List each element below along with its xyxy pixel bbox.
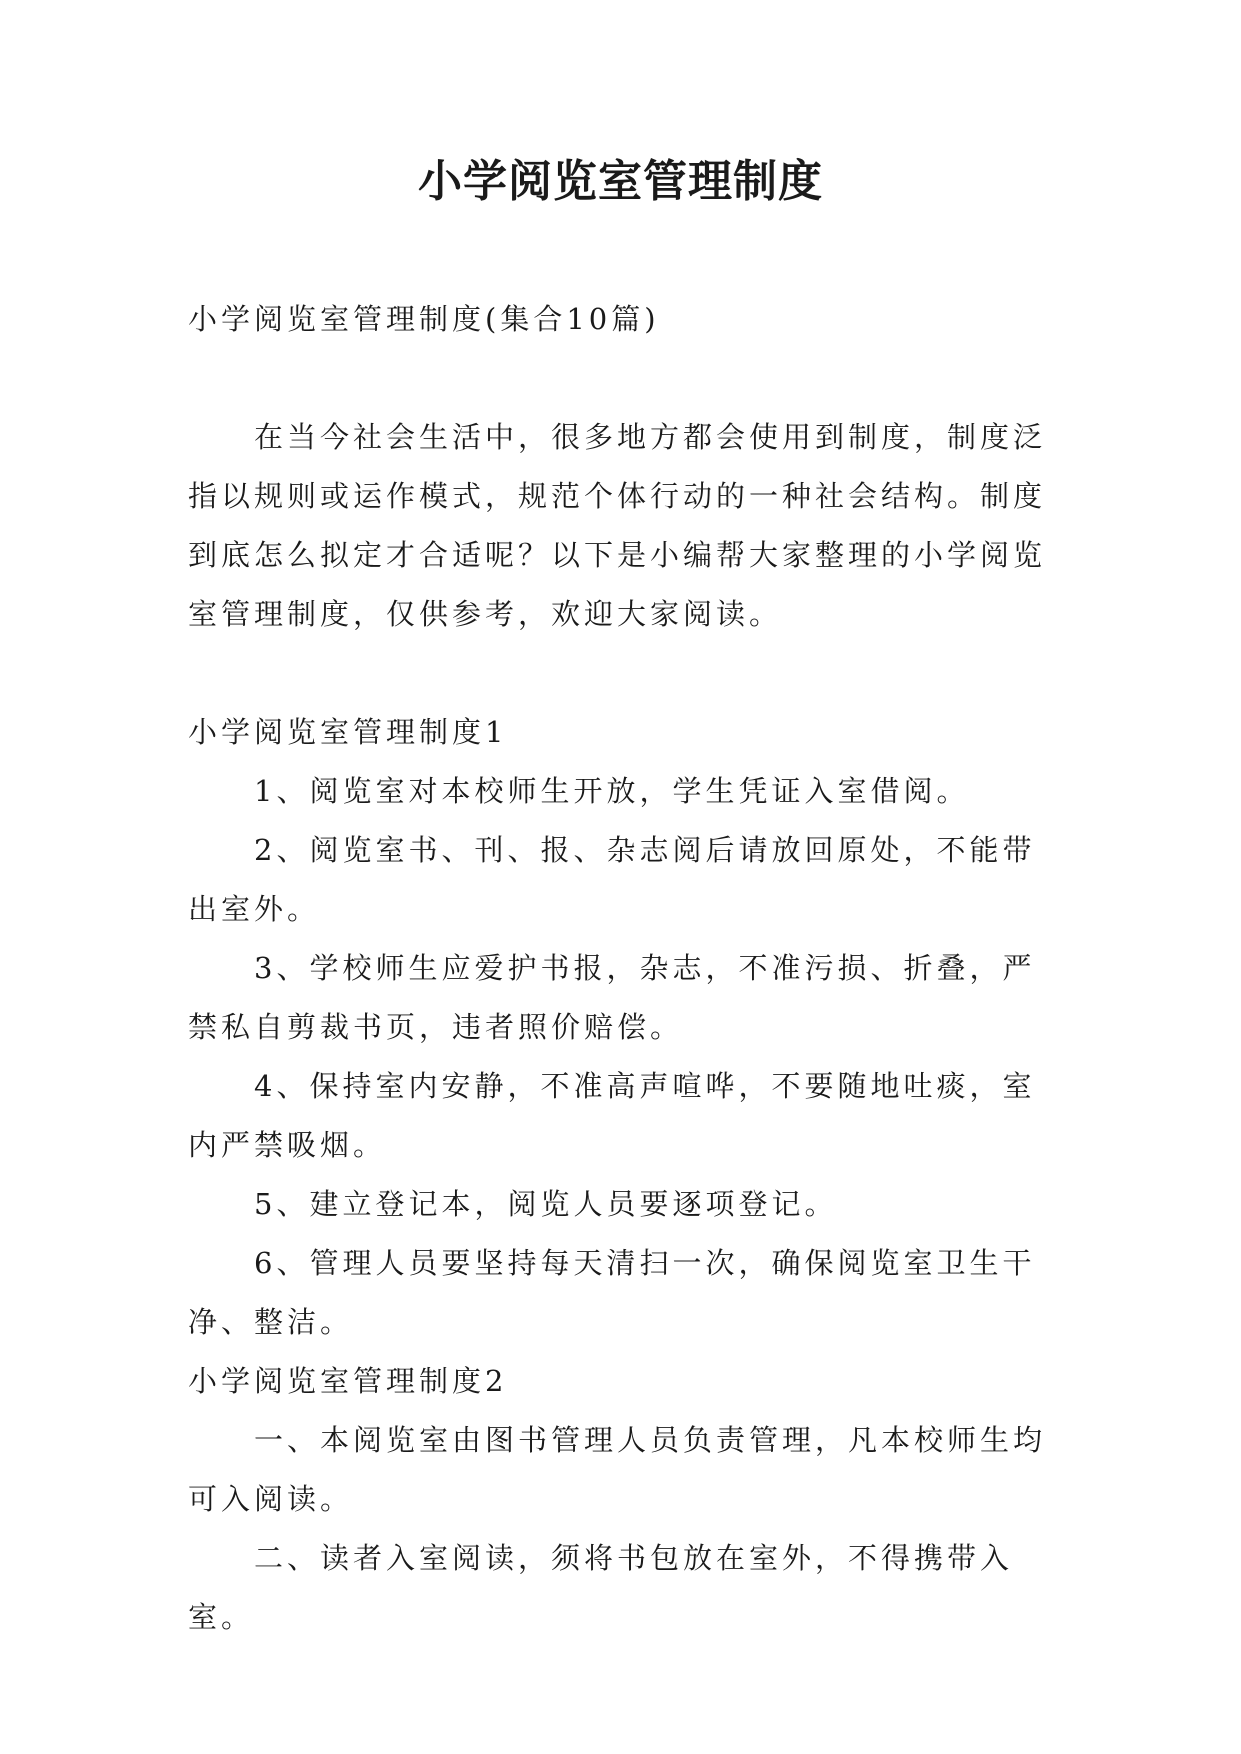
section-2-heading: 小学阅览室管理制度2 — [188, 1364, 508, 1398]
section-1-heading: 小学阅览室管理制度1 — [188, 715, 508, 749]
intro-paragraph: 在当今社会生活中，很多地方都会使用到制度，制度泛指以规则或运作模式，规范个体行动的一种社会结构。制度到底怎么拟定才合适呢？以下是小编帮大家整理的小学阅览室管理制度，仅供参考，欢迎大家阅读。 — [188, 420, 1047, 631]
section-1-item: 5、建立登记本，阅览人员要逐项登记。 — [254, 1187, 838, 1221]
section-1-item: 2、阅览室书、刊、报、杂志阅后请放回原处，不能带出室外。 — [188, 833, 1036, 926]
section-1-item: 3、学校师生应爱护书报，杂志，不准污损、折叠，严禁私自剪裁书页，违者照价赔偿。 — [188, 951, 1036, 1044]
document-body — [188, 290, 1048, 1647]
section-1-item: 4、保持室内安静，不准高声喧哗，不要随地吐痰，室内严禁吸烟。 — [188, 1069, 1036, 1162]
section-1-item: 6、管理人员要坚持每天清扫一次，确保阅览室卫生干净、整洁。 — [188, 1246, 1036, 1339]
section-2-item: 二、读者入室阅读，须将书包放在室外，不得携带入室。 — [188, 1541, 1014, 1634]
document-title: 小学阅览室管理制度 — [418, 156, 823, 207]
section-1-item: 1、阅览室对本校师生开放，学生凭证入室借阅。 — [254, 774, 970, 808]
section-2-item: 一、本阅览室由图书管理人员负责管理，凡本校师生均可入阅读。 — [188, 1423, 1047, 1516]
document-subtitle: 小学阅览室管理制度(集合10篇) — [188, 302, 660, 336]
